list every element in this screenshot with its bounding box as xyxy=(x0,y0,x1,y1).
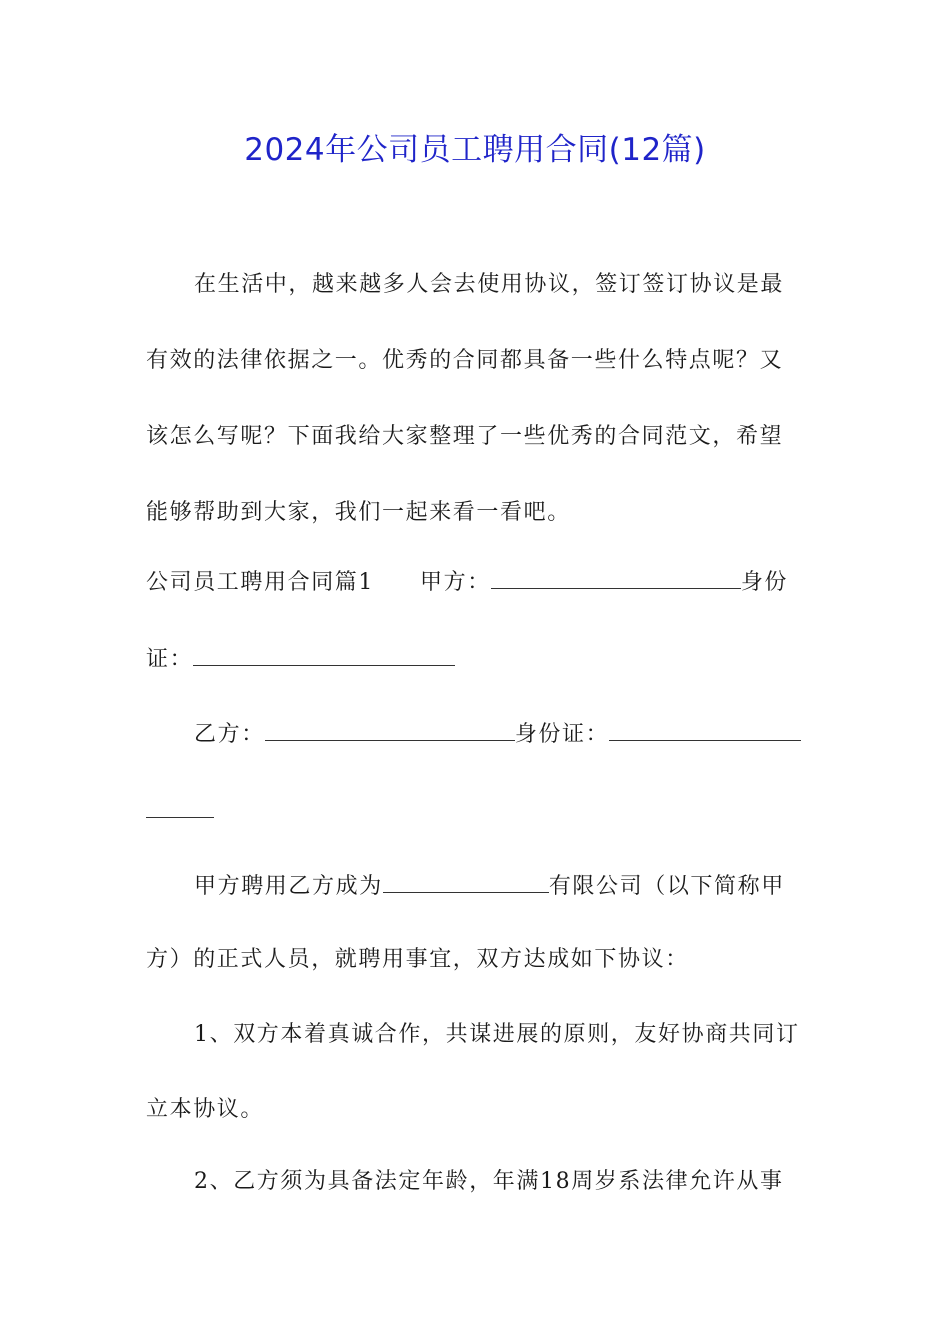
party-a-id-label: 身份 xyxy=(740,570,789,595)
hire-text-1: 甲方聘用乙方成为 xyxy=(194,874,383,899)
hire-line-2: 方）的正式人员，就聘用事宜，双方达成如下协议： xyxy=(146,947,689,972)
intro-line-4: 能够帮助到大家，我们一起来看一看吧。 xyxy=(146,500,571,525)
clause-1-line-2: 立本协议。 xyxy=(146,1097,265,1122)
party-a-id-label-cont: 证： xyxy=(146,647,194,672)
clause-1-line-1: 1、双方本着真诚合作，共谋进展的原则，友好协商共同订 xyxy=(194,1022,800,1047)
contract-heading: 公司员工聘用合同篇1 xyxy=(146,570,374,595)
clause-2-line-1: 2、乙方须为具备法定年龄，年满18周岁系法律允许从事 xyxy=(194,1169,784,1194)
contract-heading-line xyxy=(146,568,806,598)
document-title: 2024年公司员工聘用合同(12篇) xyxy=(244,132,706,168)
intro-line-3: 该怎么写呢？下面我给大家整理了一些优秀的合同范文，希望 xyxy=(146,424,784,449)
party-a-blank[interactable] xyxy=(491,570,741,589)
party-b-label: 乙方： xyxy=(194,722,265,747)
company-name-blank[interactable] xyxy=(383,874,549,893)
party-b-blank[interactable] xyxy=(265,722,515,741)
party-a-label: 甲方： xyxy=(420,570,491,595)
party-b-line xyxy=(194,720,806,750)
party-a-id-blank[interactable] xyxy=(193,647,455,666)
hire-text-2: 有限公司（以下简称甲 xyxy=(548,874,785,899)
party-a-id-line xyxy=(146,645,806,675)
party-b-id-blank-cont[interactable] xyxy=(146,799,214,818)
party-b-id-cont-line xyxy=(146,797,806,827)
party-b-id-blank[interactable] xyxy=(609,722,801,741)
party-b-id-label: 身份证： xyxy=(514,722,610,747)
intro-line-2: 有效的法律依据之一。优秀的合同都具备一些什么特点呢？又 xyxy=(146,348,784,373)
hire-line-1 xyxy=(194,872,806,902)
intro-line-1: 在生活中，越来越多人会去使用协议，签订签订协议是最 xyxy=(194,272,785,297)
